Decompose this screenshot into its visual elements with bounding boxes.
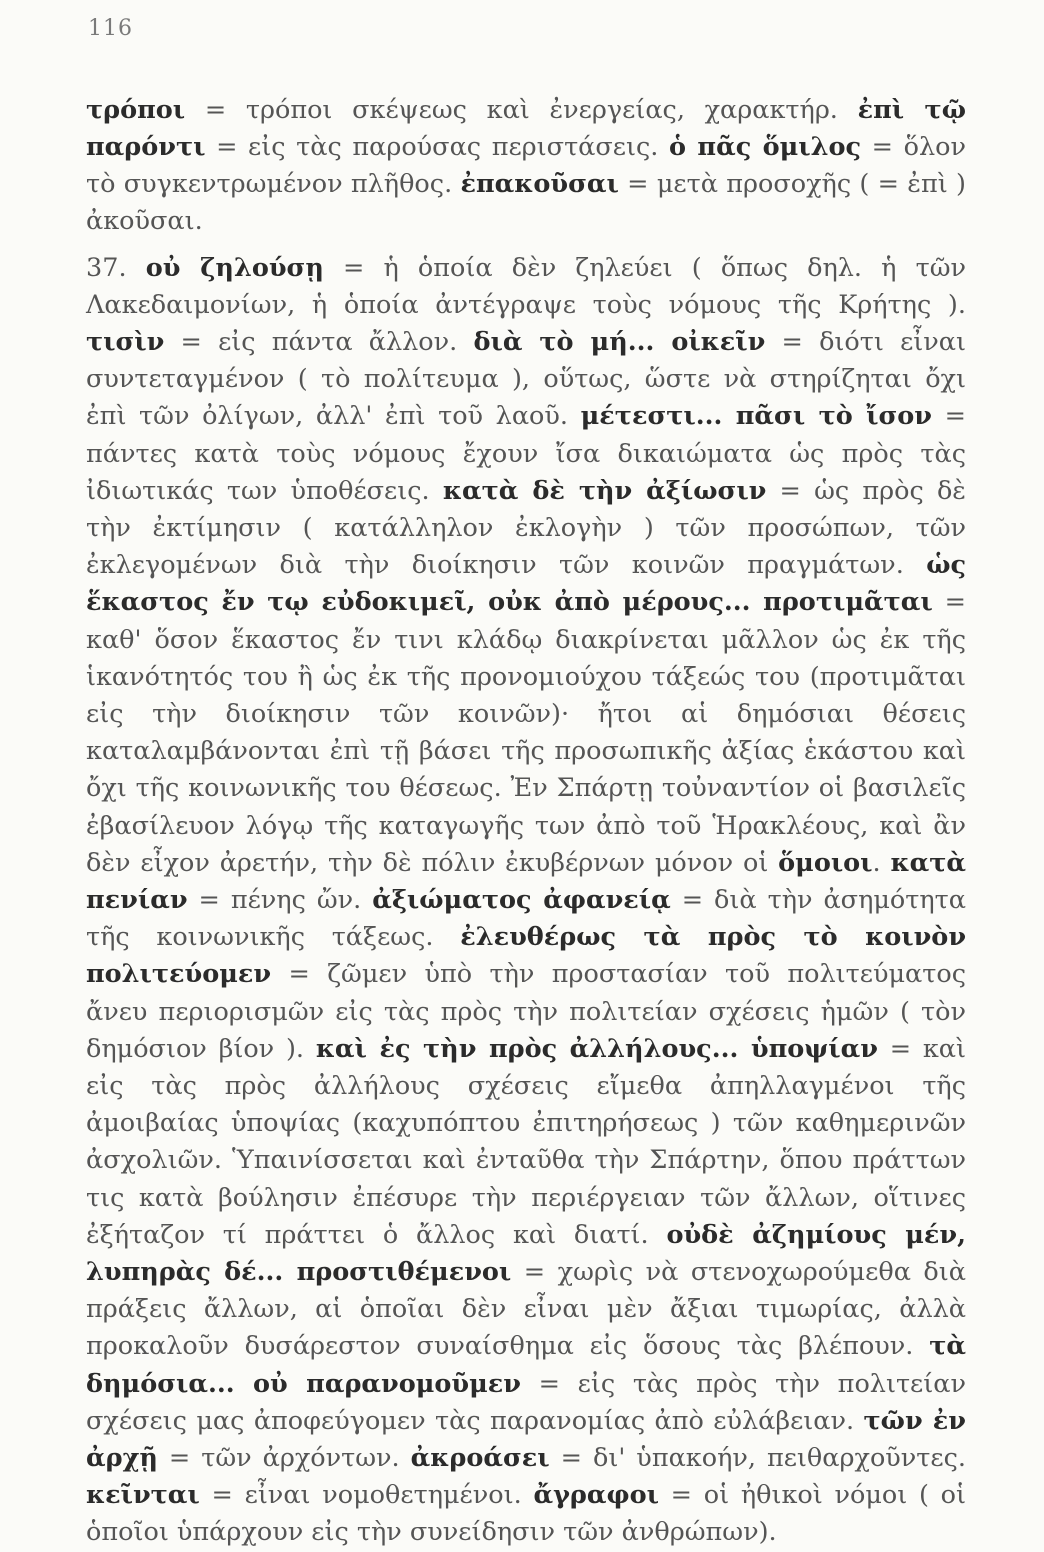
lemma-term: ἄγραφοι <box>533 1480 659 1511</box>
lemma-term: ἐλευθέρως τὰ πρὸς τὸ κοινὸν πολιτεύομεν <box>86 922 967 990</box>
lemma-term: ὡς ἕκαστος ἔν τῳ εὐδοκιμεῖ, οὐκ ἀπὸ μέρους... προτιμᾶται <box>86 550 966 618</box>
gloss-text: = καθ' ὅσον ἕκαστος ἔν τινι κλάδῳ διακρίνεται μᾶλλον ὡς ἐκ τῆς ἱκανότητός του ἢ ὡς ἐκ τῆς προνομιούχου τάξεώς του (προτιμᾶται εἰς τὴν διοίκησιν τῶν κοινῶν)· ἤτοι αἱ δημόσιαι θέσεις καταλαμβάνονται ἐπὶ τῇ βάσει τῆς προσωπικῆς ἀξίας ἑκάστου καὶ ὄχι τῆς κοινωνικῆς του θέσεως. Ἐν Σπάρτῃ τοὐναντίον οἱ βασιλεῖς ἐβασίλευον λόγῳ τῆς καταγωγῆς των ἀπὸ τοῦ Ἡρακλέους, καὶ ἂν δὲν εἶχον ἀρετήν, τὴν δὲ πόλιν ἐκυβέρνων μόνον οἱ <box>86 587 966 878</box>
lemma-term: μέτεστι... πᾶσι τὸ ἴσον <box>580 401 932 432</box>
commentary-paragraph-2 <box>86 250 966 1552</box>
gloss-text: = εἰς πάντα ἄλλον. <box>164 326 474 357</box>
gloss-text: = πάντες κατὰ τοὺς νόμους ἔχουν ἴσα δικαιώματα ὡς πρὸς τὰς ἰδιωτικάς των ὑποθέσεις. <box>86 401 966 506</box>
gloss-text: = δι' ὑπακοήν, πειθαρχοῦντες. <box>549 1443 966 1473</box>
gloss-text: = μετὰ προσοχῆς ( = ἐπὶ ) ἀκοῦσαι. <box>86 168 966 237</box>
lemma-term: ἀξιώματος ἀφανείᾳ <box>372 884 671 915</box>
commentary-paragraph-1 <box>86 92 966 241</box>
gloss-text: = χωρὶς νὰ στενοχωρούμεθα διὰ πράξεις ἄλλων, αἱ ὁποῖαι δὲν εἶναι μὲν ἄξιαι τιμωρίας, ἀλλὰ προκαλοῦν δυσάρεστον συναίσθημα εἰς ὅσους τὰς βλέπουν. <box>86 1256 966 1362</box>
lemma-term: ἀκροάσει <box>410 1443 550 1473</box>
lemma-term: οὐδὲ ἀζημίους μέν, λυπηρὰς δέ... προστιθέμενοι <box>86 1219 967 1287</box>
gloss-text: = εἰς τὰς πρὸς τὴν πολιτείαν σχέσεις μας ἀποφεύγομεν τὰς παρανομίας ἀπὸ εὐλάβειαν. <box>86 1368 966 1436</box>
gloss-text: = πένης ὤν. <box>187 884 373 915</box>
gloss-text: = διὰ τὴν ἀσημότητα τῆς κοινωνικῆς τάξεως. <box>86 884 966 953</box>
lemma-term: κατὰ πενίαν <box>86 847 967 915</box>
lemma-term: τισὶν <box>86 326 165 357</box>
page-number: 116 <box>88 16 133 41</box>
lemma-term: τῶν ἐν ἀρχῇ <box>86 1405 966 1473</box>
lemma-term: ὅμοιοι <box>778 847 873 878</box>
gloss-text: = οἱ ἠθικοὶ νόμοι ( οἱ ὁποῖοι ὑπάρχουν εἰς τὴν συνείδησιν τῶν ἀνθρώπων). <box>86 1480 967 1548</box>
gloss-text: . <box>872 847 891 878</box>
lemma-term: τὰ δημόσια... οὐ παρανομοῦμεν <box>86 1331 966 1399</box>
lemma-term: κεῖνται <box>86 1480 200 1511</box>
gloss-text: 37. <box>86 252 146 283</box>
gloss-text: = καὶ εἰς τὰς πρὸς ἀλλήλους σχέσεις εἴμεθα ἀπηλλαγμένοι τῆς ἀμοιβαίας ὑποψίας (καχυπόπτου ἐπιτηρήσεως ) τῶν καθημερινῶν ἀσχολιῶν. Ὑπαινίσσεται καὶ ἐνταῦθα τὴν Σπάρτην, ὅπου πράττων τις κατὰ βούλησιν ἐπέσυρε τὴν περιέργειαν τῶν ἄλλων, οἵτινες ἐξήταζον τί πράττει ὁ ἄλλος καὶ διατί. <box>86 1033 967 1250</box>
gloss-text: = τῶν ἀρχόντων. <box>157 1443 411 1473</box>
gloss-text: = ὡς πρὸς δὲ τὴν ἐκτίμησιν ( κατάλληλον ἐκλογὴν ) τῶν προσώπων, τῶν ἐκλεγομένων διὰ τὴν διοίκησιν τῶν κοινῶν πραγμάτων. <box>86 475 966 581</box>
gloss-text: = τρόποι σκέψεως καὶ ἐνεργείας, χαρακτήρ. <box>185 94 858 125</box>
gloss-text: = διότι εἶναι συντεταγμένον ( τὸ πολίτευμα ), οὕτως, ὥστε νὰ στηρίζηται ὄχι ἐπὶ τῶν ὀλίγων, ἀλλ' ἐπὶ τοῦ λαοῦ. <box>86 326 967 432</box>
gloss-text: = εἰς τὰς παρούσας περιστάσεις. <box>205 131 670 162</box>
lemma-term: οὐ ζηλούσῃ <box>145 252 324 283</box>
lemma-term: κατὰ δὲ τὴν ἀξίωσιν <box>442 475 767 506</box>
gloss-text: = ἡ ὁποία δὲν ζηλεύει ( ὅπως δηλ. ἡ τῶν Λακεδαιμονίων, ἡ ὁποία ἀντέγραψε τοὺς νόμους τῆς Κρήτης ). <box>86 252 966 320</box>
lemma-term: καὶ ἐς τὴν πρὸς ἀλλήλους... ὑποψίαν <box>315 1033 878 1064</box>
gloss-text: = ὅλον τὸ συγκεντρωμένον πλῆθος. <box>86 131 966 199</box>
gloss-text: = ζῶμεν ὑπὸ τὴν προστασίαν τοῦ πολιτεύματος ἄνευ περιορισμῶν εἰς τὰς πρὸς τὴν πολιτείαν σχέσεις ἡμῶν ( τὸν δημόσιον βίον ). <box>86 959 966 1064</box>
lemma-term: ὁ πᾶς ὅμιλος <box>669 131 862 162</box>
lemma-term: ἐπακοῦσαι <box>460 168 619 199</box>
lemma-term: τρόποι <box>86 94 186 125</box>
lemma-term: διὰ τὸ μή... οἰκεῖν <box>473 326 766 357</box>
lemma-term: ἐπὶ τῷ παρόντι <box>86 94 966 162</box>
gloss-text: = εἶναι νομοθετημένοι. <box>199 1480 534 1511</box>
